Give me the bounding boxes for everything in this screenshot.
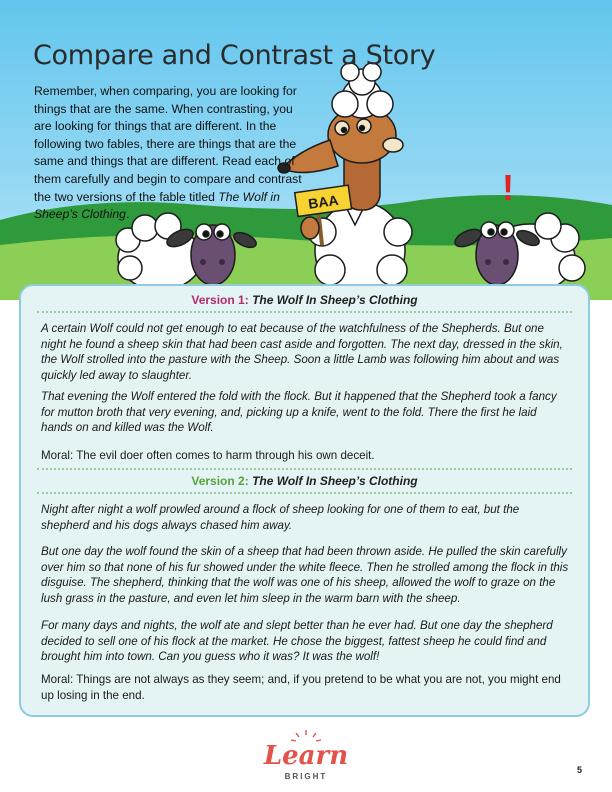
- version1-title: The Wolf In Sheep’s Clothing: [252, 293, 418, 307]
- divider: [37, 492, 572, 494]
- learn-bright-logo: [256, 728, 356, 784]
- version2-moral: Moral: Things are not always as they seem; and, if you pretend to be what you are not, you might end up losing in the end.: [41, 673, 561, 702]
- version2-paragraph-1: Night after night a wolf prowled around a flock of sheep looking for one of them to eat, but the shepherd and his dogs always chased him away.: [41, 503, 520, 532]
- version1-heading: [21, 293, 588, 307]
- version1-label: Version 1:: [191, 293, 249, 307]
- version2-label: Version 2:: [191, 474, 249, 488]
- version2-paragraph-3: For many days and nights, the wolf ate and slept better than he ever had. But one day the shepherd decided to sell one of his flock at the market. He chose the biggest, fattest sheep he could find and brought him into town. Can you guess who it was? It was the wolf!: [41, 619, 553, 664]
- version1-paragraph-1: A certain Wolf could not get enough to eat because of the watchfulness of the Shepherds. But one night he found a sheep skin that had been cast aside and forgotten. The next day, dressed in the skin, the Wolf strolled into the pasture with the Sheep. Soon a little Lamb was following him about and was quickly led away to slaughter.: [41, 322, 563, 382]
- fables-card: [19, 284, 590, 717]
- intro-end: .: [125, 207, 130, 222]
- version2-paragraph-2: But one day the wolf found the skin of a sheep that had been thrown aside. He pulled the skin carefully over him so that none of his fur showed under the white fleece. Then he strolled among the flock in this disguise. The shepherd, thinking that the wolf was one of his sheep, allowed the wolf to graze on the lush grass in the pasture, and even let him sleep in the warm barn with the sheep.: [41, 545, 569, 605]
- page-title: Compare and Contrast a Story: [33, 40, 436, 71]
- intro-text: Remember, when comparing, you are looking for things that are the same. When contrasting, you are looking for things that are different. In the following two fables, there are things that are the same and things that are different. Read each of them carefully and begin to compare and contrast the two versions of the fable titled: [34, 84, 302, 204]
- version2-title: The Wolf In Sheep’s Clothing: [252, 474, 418, 488]
- sign-text: BAA: [307, 191, 340, 212]
- page-number: 5: [577, 765, 583, 775]
- exclamation-mark: !: [502, 167, 514, 208]
- version2-heading: [21, 474, 588, 488]
- lightbulb-icon: [291, 730, 321, 741]
- divider: [37, 311, 572, 313]
- intro-fable-title: The Wolf in Sheep’s Clothing: [34, 189, 280, 222]
- intro-paragraph: [34, 83, 302, 224]
- logo-name: Learn: [263, 741, 349, 771]
- logo-sub: BRIGHT: [284, 772, 328, 781]
- version1-paragraph-2: That evening the Wolf entered the fold with the flock. But it happened that the Shepherd took a fancy for mutton broth that very evening, and, picking up a knife, went to the fold. There the first he laid hands on and killed was the Wolf.: [41, 390, 557, 435]
- version1-moral: Moral: The evil doer often comes to harm through his own deceit.: [41, 449, 375, 462]
- divider: [37, 468, 572, 470]
